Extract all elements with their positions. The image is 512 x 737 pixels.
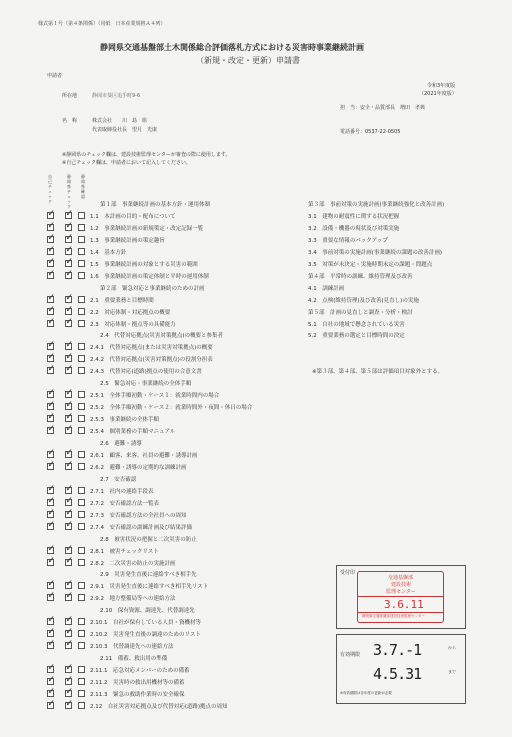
check-mark-icon: ✓ [65,639,74,650]
right-section-item: 第４部 平常時の訓練、維持管理及び改善 [308,273,413,280]
address-label: 所在地 [62,93,78,99]
receipt-stamp [357,571,444,623]
check-mark-icon: ✓ [65,579,74,590]
checkbox-confirm[interactable] [78,523,85,530]
check-mark-icon: ✓ [47,627,56,638]
check-mark-icon: ✓ [47,483,56,494]
phone-number: 電話番号：0537-22-0505 [340,129,401,135]
check-mark-icon: ✓ [47,208,56,219]
applicant-label: 申請者 [47,73,63,79]
check-mark-icon: ✓ [47,388,56,399]
checkbox-confirm[interactable] [78,236,85,243]
check-mark-icon: ✓ [65,388,74,399]
checkbox-confirm[interactable] [78,343,85,350]
stamp-line1: 交通基盤部 [388,575,414,581]
page-title: 静岡県交通基盤部土木関係総合評価落札方式における災害時事業継続計画 [100,43,364,52]
checkbox-confirm[interactable] [78,499,85,506]
checkbox-confirm[interactable] [78,212,85,219]
right-section-item: ※第３部、第４部、第５部は評価項目対象外とする。 [312,369,444,376]
page-subtitle: （新規・改定・更新）申請書 [196,56,300,65]
form-number: 様式第１号（第４条関係）（用紙 日本産業規格Ａ４列） [38,21,166,27]
check-mark-icon: ✓ [47,412,56,423]
check-mark-icon: ✓ [65,495,74,506]
checklist-item: 2.5.2 全体手順初動・ケース２：就業時間外・夜間・休日の場合 [90,405,253,412]
checkbox-confirm[interactable] [78,403,85,410]
check-mark-icon: ✓ [65,686,74,697]
checklist-section-heading: 2.4 代替対応拠点(災害対策拠点)の概要と参集者 [100,333,224,340]
validity-to: 4.5.31 [373,665,422,683]
checklist-item: 1.2 事業継続計画の新規策定・改定記録一覧 [90,225,204,232]
checkbox-confirm[interactable] [78,308,85,315]
check-mark-icon: ✓ [47,316,56,327]
check-mark-icon: ✓ [65,519,74,530]
checkbox-confirm[interactable] [78,451,85,458]
check-mark-icon: ✓ [47,495,56,506]
checklist-section-heading: 2.11 備蓄、救出用の準備 [100,656,168,663]
right-section-item: 第５部 計画の見直しと調査・分析・検討 [308,309,413,316]
fiscal-year-western: （2021年度版） [419,91,457,97]
check-mark-icon: ✓ [47,615,56,626]
check-mark-icon: ✓ [65,268,74,279]
checkbox-confirm[interactable] [78,642,85,649]
checkbox-confirm[interactable] [78,702,85,709]
check-mark-icon: ✓ [47,459,56,470]
receipt-label: 受付印 [340,570,356,576]
col-header-self: 自己チェック [48,174,52,204]
check-mark-icon: ✓ [47,686,56,697]
checklist-item: 2.11.2 災害時の救出用機材等の備蓄 [90,680,185,686]
checklist-section-heading: 2.6 避難・誘導 [100,441,142,447]
validity-from-suffix: から [448,645,456,650]
check-mark-icon: ✓ [65,591,74,602]
checkbox-confirm[interactable] [78,559,85,566]
checklist-item: 2.4.3 代替対応(道路)拠点の使用の合意文書 [90,369,202,376]
checkbox-confirm[interactable] [78,248,85,255]
check-mark-icon: ✓ [47,675,56,685]
check-mark-icon: ✓ [65,447,74,458]
check-mark-icon: ✓ [65,543,74,554]
checklist-section-heading: 第２部 緊急対応と事業継続のための計画 [100,285,205,292]
check-mark-icon: ✓ [47,364,56,375]
right-section-item: 5.2 重要業務の選定と目標時間の決定 [308,333,405,340]
checklist-item: 1.1 本計画の目的・配布について [90,213,176,220]
checkbox-confirm[interactable] [78,690,85,697]
checklist-section-heading: 第１部 事業継続計画の基本方針・運用体制 [100,202,211,208]
checklist-item: 2.8.1 被害チェックリスト [90,548,159,555]
col-header-confirm: 静岡県確認 [81,174,85,199]
check-mark-icon: ✓ [47,507,56,518]
check-mark-icon: ✓ [65,244,74,255]
checklist-item: 1.3 事業継続計画の策定趣旨 [90,237,165,244]
check-mark-icon: ✓ [47,256,56,267]
right-section-item: 4.1 訓練計画 [308,285,345,292]
checkbox-confirm[interactable] [78,367,85,374]
checklist-item: 2.7.2 安否確認方法一覧表 [90,500,159,507]
check-mark-icon: ✓ [47,519,56,530]
check-mark-icon: ✓ [65,459,74,470]
right-section-item: 3.1 建物の耐震性に関する状況把握 [308,213,400,220]
checklist-item: 2.7.1 社内の連絡手段表 [90,488,154,495]
checklist-item: 2.3 対応体制・拠点等の具備能力 [90,321,176,328]
checkbox-confirm[interactable] [78,630,85,637]
address-value: 静岡市葵区追手町9-6 [92,93,141,99]
check-mark-icon: ✓ [47,447,56,458]
stamp-line3: 監理センター [386,589,416,595]
checklist-item: 2.1 重要業務と目標時間 [90,297,154,304]
checklist-section-heading: 2.10 保有資源、調達先、代替調達先 [100,608,195,615]
check-mark-icon: ✓ [65,675,74,685]
checklist-item: 2.10.2 災害発生直後の調達のためのリスト [90,632,201,639]
validity-from: 3.7.-1 [373,641,422,659]
checkbox-confirm[interactable] [78,547,85,554]
checklist-item: 2.10.3 代替調達先への連絡方法 [90,644,174,651]
checkbox-confirm[interactable] [78,415,85,422]
checklist-item: 1.6 事業継続計画の策定体制と平時の運用体制 [90,273,209,280]
checklist-item: 2.11.3 緊急の救助作業時の安全確保 [90,691,185,698]
checkbox-confirm[interactable] [78,272,85,279]
validity-note: ※有効期限は各年度の更新が必要 [340,691,392,695]
checkbox-confirm[interactable] [78,594,85,601]
checklist-section-heading: 2.5 緊急対応・事業継続の全体手順 [100,381,192,388]
checklist-item: 2.4.1 代替対応拠点(または災害対策拠点)の概要 [90,345,213,352]
validity-box [336,634,466,704]
checklist-section-heading: 2.7 安否確認 [100,476,137,483]
checklist-item: 2.9.2 地方整備局等への連絡方法 [90,596,176,603]
check-mark-icon: ✓ [47,639,56,650]
check-mark-icon: ✓ [65,256,74,267]
name-label: 名 称 [62,118,78,124]
check-mark-icon: ✓ [65,208,74,219]
check-mark-icon: ✓ [47,232,56,243]
check-mark-icon: ✓ [65,627,74,638]
checkbox-confirm[interactable] [78,487,85,494]
check-mark-icon: ✓ [65,698,74,709]
checklist-item: 2.7.4 安否確認の訓練計画及び結果評価 [90,524,192,531]
check-mark-icon: ✓ [47,424,56,435]
checkbox-confirm[interactable] [78,320,85,327]
checkbox-confirm[interactable] [78,582,85,589]
check-mark-icon: ✓ [65,400,74,411]
check-mark-icon: ✓ [47,579,56,590]
checkbox-confirm[interactable] [78,355,85,362]
right-section-item: 5.1 自社の地域で懸念されている災害 [308,321,405,328]
validity-to-suffix: まで [448,669,456,674]
check-mark-icon: ✓ [47,698,56,709]
checkbox-confirm[interactable] [78,427,85,434]
note-self-check: ※自己チェック欄は、申請者において記入してください。 [62,160,192,166]
checklist-item: 2.9.1 災害発生直後に連絡すべき相手先リスト [90,584,209,591]
checkbox-confirm[interactable] [78,391,85,398]
checklist-item: 2.4.2 代替対応拠点(災害対策拠点)の役割分担表 [90,357,213,364]
validity-label: 有効期限 [340,652,361,658]
checklist-item: 1.4 基本方針 [90,249,127,256]
check-mark-icon: ✓ [65,340,74,351]
right-section-item: 3.3 重要な情報のバックアップ [308,237,388,244]
check-mark-icon: ✓ [65,483,74,494]
checklist-item: 2.7.3 安否確認方法の全社員への周知 [90,512,187,519]
check-mark-icon: ✓ [65,352,74,363]
check-mark-icon: ✓ [47,555,56,566]
check-mark-icon: ✓ [65,316,74,327]
check-mark-icon: ✓ [65,232,74,243]
check-mark-icon: ✓ [65,364,74,375]
checklist-section-heading: 2.8 被害状況の把握と二次災害の防止 [100,536,197,543]
checklist-item: 2.5.3 事業継続の全体手順 [90,417,159,424]
check-mark-icon: ✓ [65,424,74,435]
stamp-line2: 建設技術 [391,582,412,588]
check-mark-icon: ✓ [47,220,56,231]
check-mark-icon: ✓ [65,304,74,315]
contact-person: 担 当：安全・品質部長 増田 孝典 [340,105,426,111]
checkbox-confirm[interactable] [78,224,85,231]
check-mark-icon: ✓ [47,268,56,279]
right-section-item: 第３部 事前対策の実施計画(事業継続強化と改善計画) [308,202,445,208]
check-mark-icon: ✓ [65,507,74,518]
check-mark-icon: ✓ [47,304,56,315]
checklist-item: 2.5.1 全体手順初動・ケース１：就業時間内の場合 [90,393,220,400]
checklist-item: 2.6.2 避難・誘導の定期的な訓練計画 [90,464,187,471]
stamp-rule-bottom [358,612,443,613]
checkbox-confirm[interactable] [78,618,85,625]
checkbox-confirm[interactable] [78,463,85,470]
check-mark-icon: ✓ [65,220,74,231]
receipt-box [336,565,466,629]
check-mark-icon: ✓ [47,663,56,674]
checklist-section-heading: 2.9 災害発生直後に連絡すべき相手先 [100,572,197,579]
check-mark-icon: ✓ [47,244,56,255]
checklist-item: 2.10.1 自社が保有している人員・資機材等 [90,620,201,627]
right-section-item: 3.5 対策が未決定・実施時期未定の課題・問題点 [308,261,433,268]
checkbox-confirm[interactable] [78,678,85,685]
company-name: 株式会社 川 島 組 [92,118,148,124]
checklist-item: 2.5.4 個別業務の手順マニュアル [90,429,176,436]
check-mark-icon: ✓ [65,663,74,674]
check-mark-icon: ✓ [65,555,74,566]
checklist-item: 2.11.1 応急対応メンバーのための備蓄 [90,668,190,675]
check-mark-icon: ✓ [47,400,56,411]
check-mark-icon: ✓ [47,591,56,602]
fiscal-year: 令和3年度版 [427,83,456,89]
check-mark-icon: ✓ [47,352,56,363]
right-section-item: 4.2 点検(維持管理)及び改善(見直し)の実施 [308,297,419,304]
check-mark-icon: ✓ [47,543,56,554]
representative: 代表取締役社長 望月 光康 [92,127,158,133]
check-mark-icon: ✓ [65,615,74,626]
checklist-item: 2.8.2 二次災害の防止の実施計画 [90,560,176,567]
checkbox-confirm[interactable] [78,260,85,267]
checklist-item: 2.2 対応体制・対応拠点の概要 [90,309,171,316]
col-header-pref: 静岡県チェック [67,174,71,209]
checklist-item: 2.6.1 顧客、来客、社員の避難・誘導計画 [90,452,198,459]
stamp-date: 3.6.11 [384,598,424,611]
check-mark-icon: ✓ [65,412,74,423]
stamp-bottom-text: 静岡県交通基盤部建設技術監理センター [362,614,425,618]
checkbox-confirm[interactable] [78,511,85,518]
right-section-item: 3.2 設備・機器の現状及び対策実施 [308,225,400,232]
check-mark-icon: ✓ [47,340,56,351]
checklist-item: 2.12 自社災害対応拠点及び代替対応(道路)拠点の周知 [90,703,228,710]
checkbox-confirm[interactable] [78,296,85,303]
right-section-item: 3.4 事前対策の実施計画(事業継続の課題の改善計画) [308,249,443,256]
check-mark-icon: ✓ [65,292,74,303]
stamp-rule-top [358,596,443,597]
checklist-item: 1.5 事業継続計画の対象とする災害の範囲 [90,261,198,268]
note-prefecture-check: ※静岡県のチェック欄は、建設技術監理センターが審査の際に使用します。 [62,152,231,158]
check-mark-icon: ✓ [47,292,56,303]
checkbox-confirm[interactable] [78,666,85,673]
